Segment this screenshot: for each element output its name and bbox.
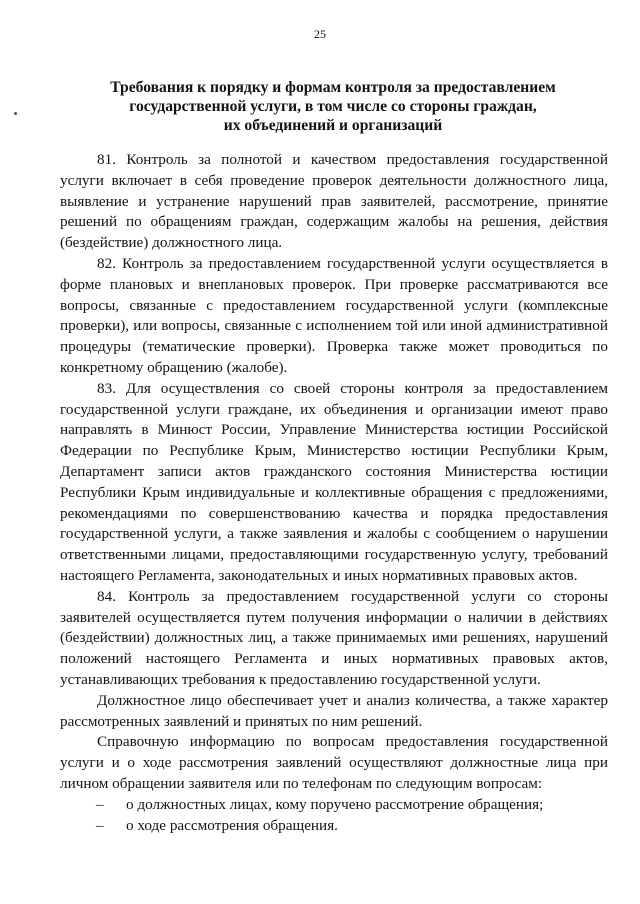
paragraph-reference-info: Справочную информацию по вопросам предоставления государственной услуги и о ходе рассмотрения заявлений осуществляют должностные лица при личном обращении заявителя или по телефонам по следующим вопросам:	[60, 733, 608, 792]
scan-mark	[14, 112, 17, 115]
list-item-text: о должностных лицах, кому поручено рассмотрение обращения;	[126, 795, 544, 813]
dash-marker: –	[96, 795, 104, 813]
list-item-text: о ходе рассмотрения обращения.	[126, 816, 338, 834]
question-list	[60, 795, 608, 837]
paragraph-84: 84. Контроль за предоставлением государственной услуги со стороны заявителей осуществляется путем получения информации о наличии в действиях (бездействии) должностных лиц, а также принимаемых ими решениях, нарушений положений настоящего Регламента и иных нормативных правовых актов, устанавливающих требования к предоставлению государственной услуги.	[60, 587, 608, 688]
heading-line-3: их объединений и организаций	[223, 117, 443, 134]
paragraph-82: 82. Контроль за предоставлением государственной услуги осуществляется в форме плановых и внеплановых проверок. При проверке рассматриваются все вопросы, связанные с предоставлением государственной услуги (комплексные проверки), или вопросы, связанные с исполнением той или иной административной процедуры (тематические проверки). Проверка также может проводиться по конкретному обращению (жалобе).	[60, 254, 608, 376]
dash-marker: –	[96, 816, 104, 834]
heading-line-1: Требования к порядку и формам контроля за предоставлением	[110, 79, 556, 96]
page-number: 25	[314, 27, 326, 41]
heading-line-2: государственной услуги, в том числе со стороны граждан,	[129, 98, 537, 115]
paragraph-81: 81. Контроль за полнотой и качеством предоставления государственной услуги включает в себя проведение проверок деятельности должностного лица, выявление и устранение нарушений прав заявителей, рассмотрение, принятие решений по обращениям граждан, содержащим жалобы на решения, действия (бездействие) должностного лица.	[60, 151, 608, 252]
paragraph-83: 83. Для осуществления со своей стороны контроля за предоставлением государственной услуги граждане, их объединения и организации имеют право направлять в Минюст России, Управление Министерства юстиции Российской Федерации по Республике Крым, Министерство юстиции Республики Крым, Департамент записи актов гражданского состояния Министерства юстиции Республики Крым индивидуальные и коллективные обращения с предложениями, рекомендациями по совершенствованию качества и порядка предоставления государственной услуги, а также заявления и жалобы с сообщением о нарушении ответственными лицами, предоставляющими государственную услугу, требований настоящего Регламента, законодательных и иных нормативных правовых актов.	[60, 379, 608, 584]
document-body	[60, 150, 608, 836]
list-item	[60, 795, 608, 816]
paragraph-official-duties: Должностное лицо обеспечивает учет и анализ количества, а также характер рассмотренных заявлений и принятых по ним решений.	[60, 691, 608, 730]
list-item	[60, 816, 608, 837]
section-heading	[64, 78, 602, 135]
